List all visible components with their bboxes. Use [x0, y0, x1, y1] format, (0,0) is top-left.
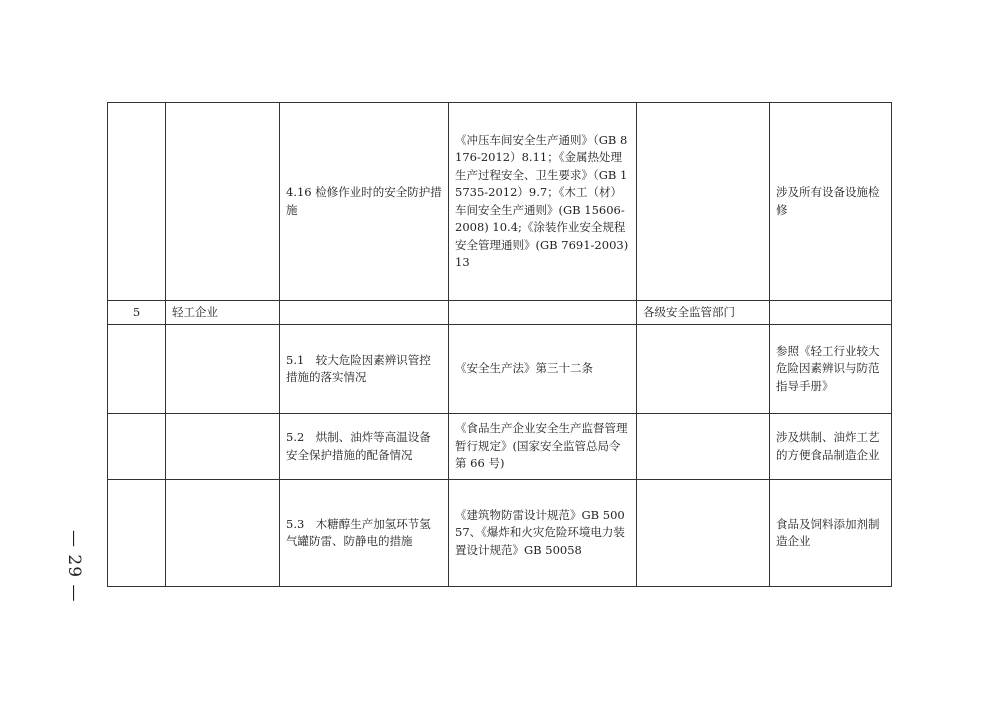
cell-no [108, 414, 166, 480]
cell-no [108, 103, 166, 301]
page-number: — 29 — [64, 530, 84, 603]
cell-department [637, 103, 770, 301]
cell-industry [166, 480, 280, 587]
cell-item: 5.3 木糖醇生产加氢环节氢气罐防雷、防静电的措施 [280, 480, 449, 587]
cell-basis: 《建筑物防雷设计规范》GB 50057、《爆炸和火灾危险环境电力装置设计规范》GB 50058 [449, 480, 637, 587]
cell-basis: 《安全生产法》第三十二条 [449, 325, 637, 414]
cell-note [770, 301, 892, 325]
table-row [108, 325, 892, 414]
cell-note: 参照《轻工行业较大危险因素辨识与防范指导手册》 [770, 325, 892, 414]
cell-item: 5.1 较大危险因素辨识管控措施的落实情况 [280, 325, 449, 414]
table-row [108, 414, 892, 480]
table-row [108, 301, 892, 325]
cell-note: 食品及饲料添加剂制造企业 [770, 480, 892, 587]
cell-basis: 《冲压车间安全生产通则》（GB 8176-2012）8.11；《金属热处理生产过程安全、卫生要求》（GB 15735-2012）9.7；《木工（材）车间安全生产通则》(GB 15606-2008) 10.4;《涂装作业安全规程 安全管理通则》(GB 7691-2003) 13 [449, 103, 637, 301]
table-row [108, 103, 892, 301]
cell-department [637, 325, 770, 414]
cell-department [637, 480, 770, 587]
cell-basis: 《食品生产企业安全生产监督管理暂行规定》(国家安全监管总局令第 66 号) [449, 414, 637, 480]
cell-industry [166, 414, 280, 480]
cell-basis [449, 301, 637, 325]
cell-item: 4.16 检修作业时的安全防护措施 [280, 103, 449, 301]
cell-no: 5 [108, 301, 166, 325]
cell-department: 各级安全监管部门 [637, 301, 770, 325]
cell-note: 涉及所有设备设施检修 [770, 103, 892, 301]
cell-department [637, 414, 770, 480]
cell-no [108, 480, 166, 587]
cell-industry: 轻工企业 [166, 301, 280, 325]
inspection-table [107, 102, 892, 587]
cell-item: 5.2 烘制、油炸等高温设备安全保护措施的配备情况 [280, 414, 449, 480]
cell-industry [166, 325, 280, 414]
cell-note: 涉及烘制、油炸工艺的方便食品制造企业 [770, 414, 892, 480]
cell-no [108, 325, 166, 414]
cell-item [280, 301, 449, 325]
table-row [108, 480, 892, 587]
cell-industry [166, 103, 280, 301]
